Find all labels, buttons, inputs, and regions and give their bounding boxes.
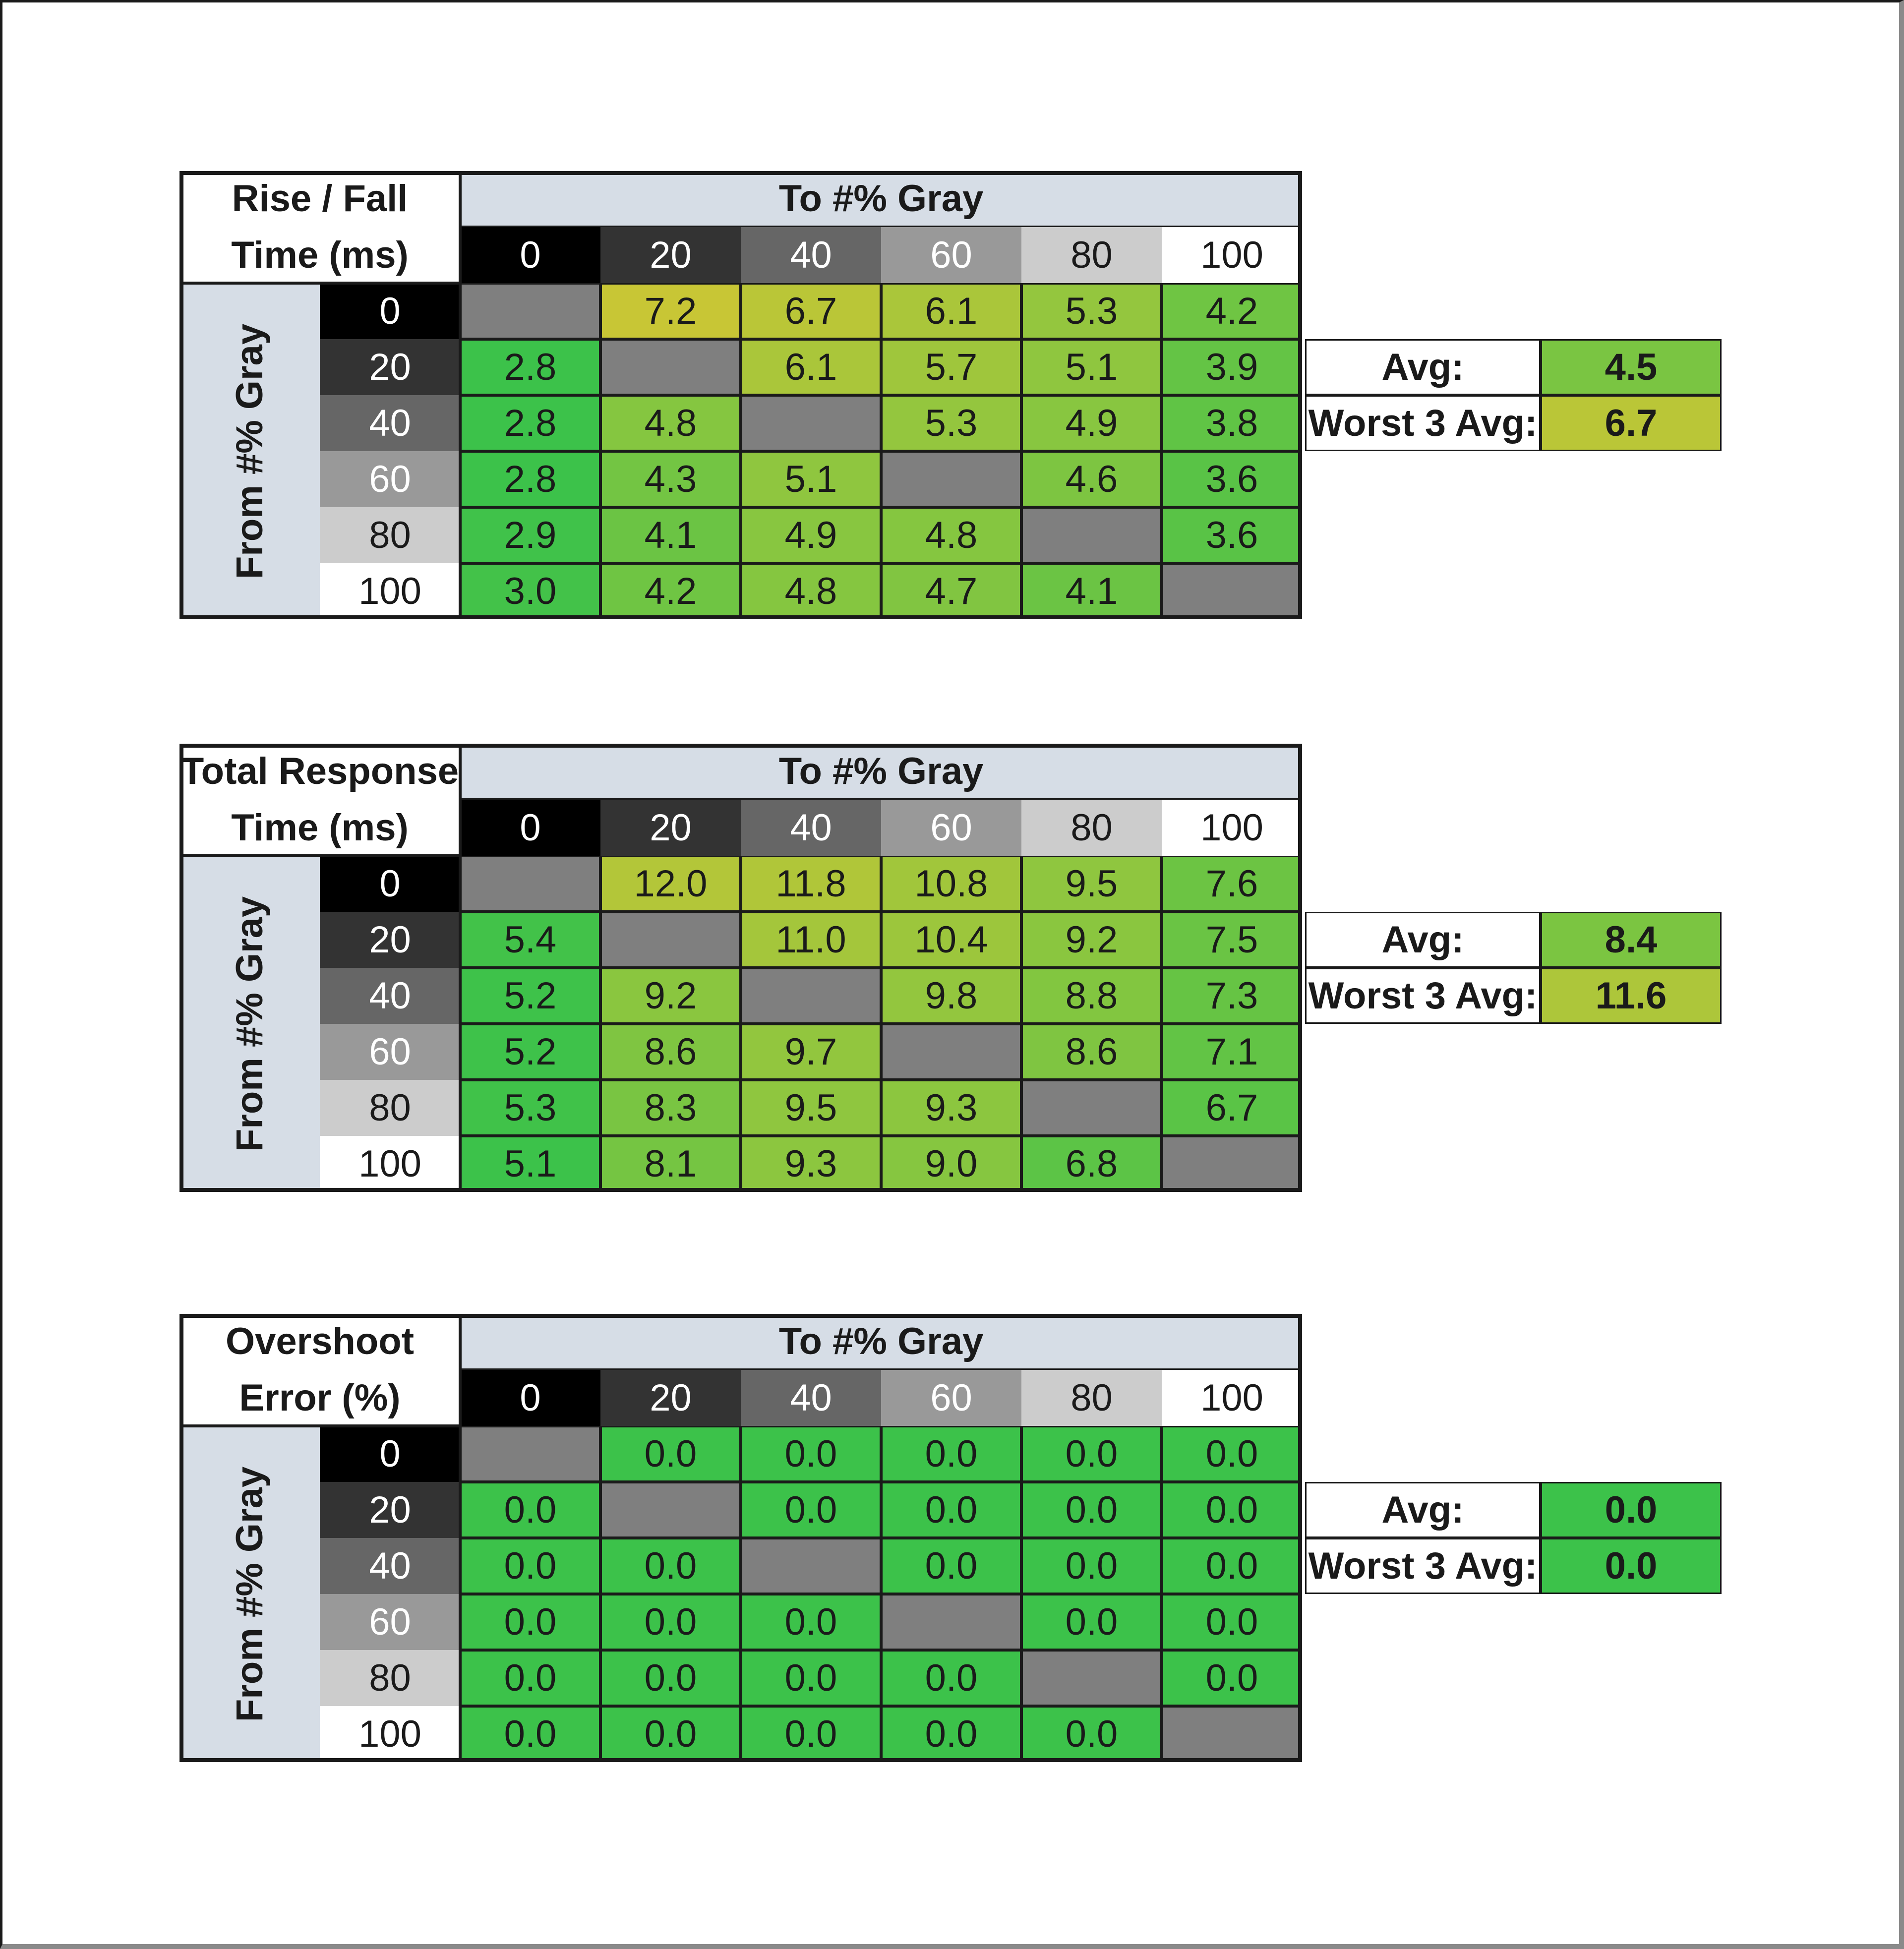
stat-label: Worst 3 Avg: <box>1305 1538 1541 1594</box>
data-cell: 4.8 <box>741 563 881 619</box>
data-cell: 9.3 <box>881 1080 1021 1136</box>
title-divider <box>459 744 462 1192</box>
data-cell: 2.8 <box>460 339 600 395</box>
data-cell: 0.0 <box>1162 1538 1302 1594</box>
col-header-0: 0 <box>460 227 600 283</box>
diagonal-cell <box>600 912 741 968</box>
data-cell: 10.4 <box>881 912 1021 968</box>
col-header-60: 60 <box>881 800 1021 856</box>
data-cell: 6.7 <box>741 283 881 339</box>
heatmap-table-1 <box>179 171 1658 632</box>
data-cell: 0.0 <box>600 1706 741 1762</box>
data-cell: 9.3 <box>741 1136 881 1192</box>
col-header-60: 60 <box>881 227 1021 283</box>
data-cell: 3.0 <box>460 563 600 619</box>
data-cell: 11.8 <box>741 856 881 912</box>
col-header-0: 0 <box>460 1370 600 1426</box>
data-cell: 0.0 <box>600 1426 741 1482</box>
col-header-80: 80 <box>1021 1370 1162 1426</box>
data-cell: 8.1 <box>600 1136 741 1192</box>
col-header-80: 80 <box>1021 227 1162 283</box>
data-cell: 5.1 <box>1021 339 1162 395</box>
header-divider <box>179 282 460 285</box>
row-header-0: 0 <box>320 283 460 339</box>
data-cell: 0.0 <box>600 1594 741 1650</box>
data-cell: 0.0 <box>741 1706 881 1762</box>
data-cell: 7.2 <box>600 283 741 339</box>
row-header-40: 40 <box>320 968 460 1024</box>
data-cell: 6.8 <box>1021 1136 1162 1192</box>
stat-label: Worst 3 Avg: <box>1305 395 1541 451</box>
row-header-0: 0 <box>320 1426 460 1482</box>
row-header-100: 100 <box>320 563 460 619</box>
row-header-20: 20 <box>320 339 460 395</box>
data-cell: 3.6 <box>1162 451 1302 507</box>
col-header-100: 100 <box>1162 800 1302 856</box>
from-gray-label: From #% Gray <box>229 1466 271 1722</box>
data-cell: 8.6 <box>1021 1024 1162 1080</box>
data-cell: 4.7 <box>881 563 1021 619</box>
data-cell: 0.0 <box>1021 1538 1162 1594</box>
data-cell: 5.1 <box>741 451 881 507</box>
data-cell: 2.8 <box>460 451 600 507</box>
from-gray-header <box>179 856 320 1192</box>
to-gray-header: To #% Gray <box>460 1314 1302 1370</box>
stat-value: 0.0 <box>1541 1538 1722 1594</box>
col-header-80: 80 <box>1021 800 1162 856</box>
table-title <box>179 1314 460 1426</box>
data-cell: 0.0 <box>1162 1426 1302 1482</box>
table-title-line: Overshoot <box>225 1320 415 1362</box>
data-cell: 9.0 <box>881 1136 1021 1192</box>
data-cell: 0.0 <box>881 1706 1021 1762</box>
diagonal-cell <box>1162 1706 1302 1762</box>
row-header-0: 0 <box>320 856 460 912</box>
col-header-40: 40 <box>741 227 881 283</box>
col-header-60: 60 <box>881 1370 1021 1426</box>
data-cell: 0.0 <box>600 1538 741 1594</box>
diagonal-cell <box>460 856 600 912</box>
data-cell: 0.0 <box>1021 1594 1162 1650</box>
data-cell: 2.8 <box>460 395 600 451</box>
data-cell: 5.3 <box>1021 283 1162 339</box>
data-cell: 9.5 <box>741 1080 881 1136</box>
data-cell: 2.9 <box>460 507 600 563</box>
col-header-40: 40 <box>741 800 881 856</box>
row-header-100: 100 <box>320 1136 460 1192</box>
data-cell: 5.4 <box>460 912 600 968</box>
data-cell: 6.1 <box>741 339 881 395</box>
data-cell: 3.9 <box>1162 339 1302 395</box>
row-header-100: 100 <box>320 1706 460 1762</box>
stat-label: Avg: <box>1305 1482 1541 1538</box>
data-cell: 8.8 <box>1021 968 1162 1024</box>
row-header-20: 20 <box>320 912 460 968</box>
from-gray-header <box>179 283 320 619</box>
data-cell: 4.8 <box>881 507 1021 563</box>
row-header-40: 40 <box>320 1538 460 1594</box>
table-title-line: Error (%) <box>239 1377 401 1419</box>
data-cell: 7.1 <box>1162 1024 1302 1080</box>
data-cell: 5.1 <box>460 1136 600 1192</box>
data-cell: 4.9 <box>1021 395 1162 451</box>
data-cell: 8.6 <box>600 1024 741 1080</box>
data-cell: 0.0 <box>1162 1650 1302 1706</box>
to-gray-header: To #% Gray <box>460 171 1302 227</box>
data-cell: 0.0 <box>881 1538 1021 1594</box>
data-cell: 0.0 <box>600 1650 741 1706</box>
row-header-80: 80 <box>320 507 460 563</box>
data-cell: 7.3 <box>1162 968 1302 1024</box>
data-cell: 0.0 <box>1021 1426 1162 1482</box>
data-cell: 10.8 <box>881 856 1021 912</box>
data-cell: 9.5 <box>1021 856 1162 912</box>
data-cell: 9.7 <box>741 1024 881 1080</box>
title-divider <box>459 171 462 619</box>
stat-value: 11.6 <box>1541 968 1722 1024</box>
diagonal-cell <box>1021 1650 1162 1706</box>
data-cell: 0.0 <box>460 1538 600 1594</box>
data-cell: 4.1 <box>1021 563 1162 619</box>
data-cell: 0.0 <box>881 1482 1021 1538</box>
col-header-100: 100 <box>1162 227 1302 283</box>
row-header-80: 80 <box>320 1080 460 1136</box>
data-cell: 9.2 <box>600 968 741 1024</box>
diagonal-cell <box>1021 507 1162 563</box>
diagonal-cell <box>881 451 1021 507</box>
table-title-line: Time (ms) <box>231 807 409 849</box>
data-cell: 0.0 <box>881 1426 1021 1482</box>
diagonal-cell <box>881 1594 1021 1650</box>
data-cell: 4.2 <box>600 563 741 619</box>
stat-label: Avg: <box>1305 912 1541 968</box>
diagonal-cell <box>460 1426 600 1482</box>
diagonal-cell <box>881 1024 1021 1080</box>
row-header-20: 20 <box>320 1482 460 1538</box>
data-cell: 5.3 <box>881 395 1021 451</box>
data-cell: 0.0 <box>1162 1594 1302 1650</box>
data-cell: 5.2 <box>460 1024 600 1080</box>
row-header-40: 40 <box>320 395 460 451</box>
data-cell: 4.1 <box>600 507 741 563</box>
data-cell: 0.0 <box>460 1650 600 1706</box>
row-header-60: 60 <box>320 1594 460 1650</box>
data-cell: 7.5 <box>1162 912 1302 968</box>
diagonal-cell <box>600 1482 741 1538</box>
data-cell: 4.2 <box>1162 283 1302 339</box>
col-header-40: 40 <box>741 1370 881 1426</box>
data-cell: 8.3 <box>600 1080 741 1136</box>
diagonal-cell <box>1162 563 1302 619</box>
heatmap-table-3 <box>179 1314 1658 1775</box>
data-cell: 0.0 <box>741 1650 881 1706</box>
stat-label: Avg: <box>1305 339 1541 395</box>
diagonal-cell <box>1021 1080 1162 1136</box>
data-cell: 6.1 <box>881 283 1021 339</box>
row-header-60: 60 <box>320 1024 460 1080</box>
from-gray-label: From #% Gray <box>229 896 271 1152</box>
col-header-100: 100 <box>1162 1370 1302 1426</box>
data-cell: 0.0 <box>881 1650 1021 1706</box>
data-cell: 4.6 <box>1021 451 1162 507</box>
stat-value: 6.7 <box>1541 395 1722 451</box>
data-cell: 4.3 <box>600 451 741 507</box>
from-gray-label: From #% Gray <box>229 323 271 579</box>
data-cell: 0.0 <box>460 1706 600 1762</box>
stat-value: 8.4 <box>1541 912 1722 968</box>
data-cell: 4.9 <box>741 507 881 563</box>
data-cell: 4.8 <box>600 395 741 451</box>
data-cell: 3.6 <box>1162 507 1302 563</box>
col-header-20: 20 <box>600 227 741 283</box>
data-cell: 0.0 <box>460 1482 600 1538</box>
data-cell: 0.0 <box>741 1426 881 1482</box>
diagonal-cell <box>600 339 741 395</box>
diagonal-cell <box>1162 1136 1302 1192</box>
table-title-line: Time (ms) <box>231 234 409 276</box>
data-cell: 9.2 <box>1021 912 1162 968</box>
col-header-0: 0 <box>460 800 600 856</box>
diagonal-cell <box>741 1538 881 1594</box>
data-cell: 6.7 <box>1162 1080 1302 1136</box>
data-cell: 7.6 <box>1162 856 1302 912</box>
data-cell: 0.0 <box>1021 1706 1162 1762</box>
data-cell: 0.0 <box>460 1594 600 1650</box>
data-cell: 12.0 <box>600 856 741 912</box>
from-gray-header <box>179 1426 320 1762</box>
data-cell: 5.2 <box>460 968 600 1024</box>
header-divider <box>179 1424 460 1427</box>
data-cell: 11.0 <box>741 912 881 968</box>
data-cell: 5.7 <box>881 339 1021 395</box>
heatmap-table-2 <box>179 744 1667 1205</box>
row-header-80: 80 <box>320 1650 460 1706</box>
table-title <box>179 744 460 856</box>
data-cell: 0.0 <box>1162 1482 1302 1538</box>
table-title <box>179 171 460 283</box>
col-header-20: 20 <box>600 800 741 856</box>
stat-value: 0.0 <box>1541 1482 1722 1538</box>
diagonal-cell <box>741 395 881 451</box>
data-cell: 9.8 <box>881 968 1021 1024</box>
data-cell: 5.3 <box>460 1080 600 1136</box>
diagonal-cell <box>460 283 600 339</box>
data-cell: 0.0 <box>741 1594 881 1650</box>
col-header-20: 20 <box>600 1370 741 1426</box>
table-title-line: Total Response <box>180 750 459 792</box>
header-divider <box>179 854 460 857</box>
table-title-line: Rise / Fall <box>232 177 408 220</box>
diagonal-cell <box>741 968 881 1024</box>
data-cell: 0.0 <box>741 1482 881 1538</box>
stat-label: Worst 3 Avg: <box>1305 968 1541 1024</box>
stat-value: 4.5 <box>1541 339 1722 395</box>
data-cell: 0.0 <box>1021 1482 1162 1538</box>
title-divider <box>459 1314 462 1762</box>
to-gray-header: To #% Gray <box>460 744 1302 800</box>
data-cell: 3.8 <box>1162 395 1302 451</box>
row-header-60: 60 <box>320 451 460 507</box>
